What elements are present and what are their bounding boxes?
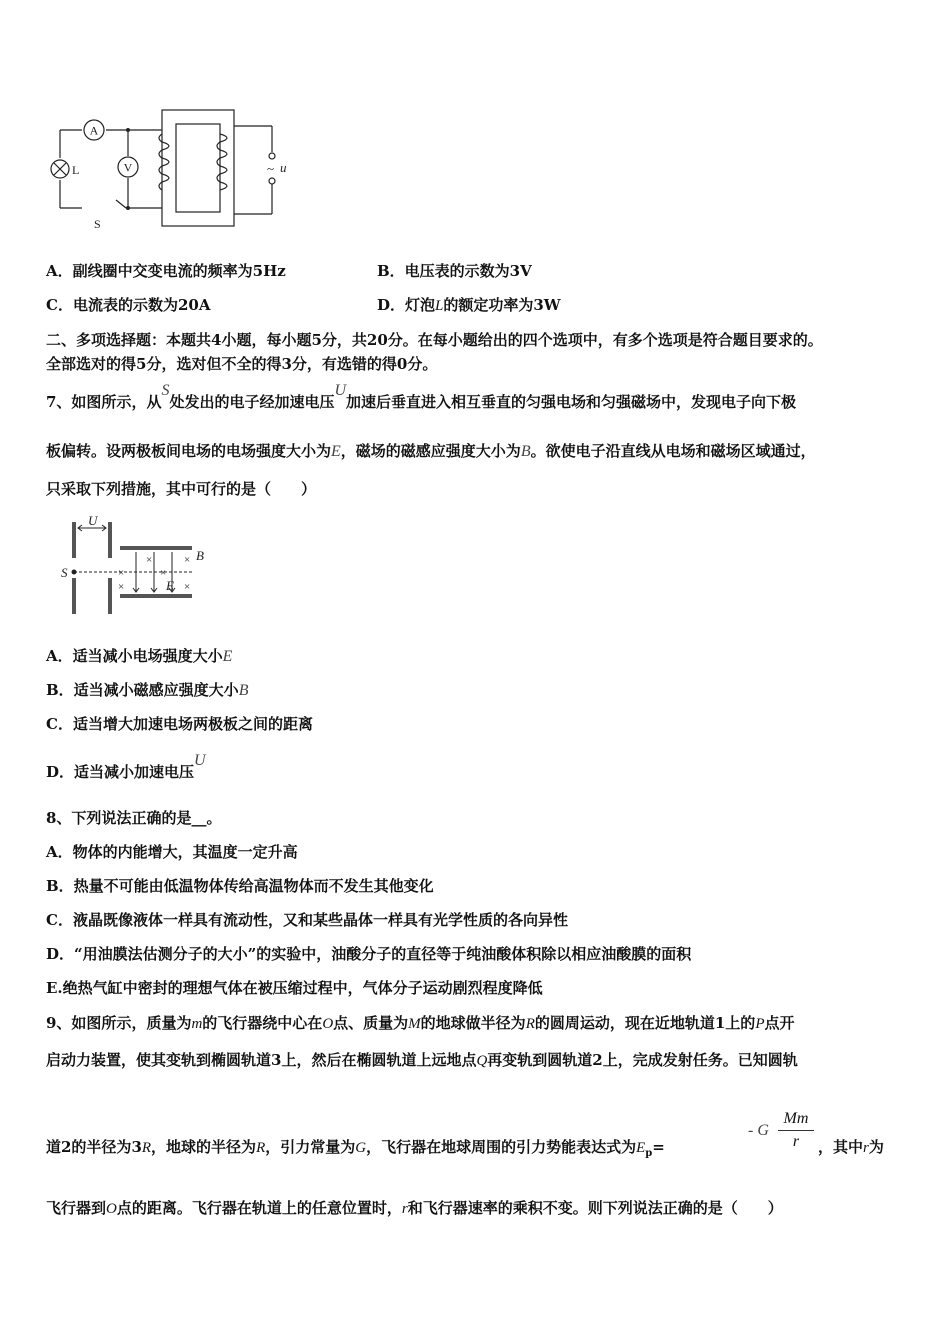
q6-option-b: B．电压表的示数为3V: [377, 262, 532, 280]
source-point: [72, 570, 77, 575]
q7-stem-line3: 只采取下列措施，其中可行的是（ ）: [46, 480, 317, 498]
voltmeter-icon: [118, 157, 138, 177]
q7-option-d: D．适当减小加速电压U: [46, 752, 206, 781]
q7-option-b: B．适当减小磁感应强度大小B: [46, 681, 249, 699]
field-cross: ×: [160, 567, 167, 579]
fig2-label-s: S: [61, 565, 68, 580]
field-cross: ×: [184, 554, 191, 566]
fig2-label-u: U: [88, 513, 98, 528]
q9-stem-line4: 飞行器到O点的距离。飞行器在轨道上的任意位置时，r和飞行器速率的乘积不变。则下列说法正确的是（ ）: [46, 1199, 783, 1217]
q9-stem-line3: 道2的半径为3R，地球的半径为R，引力常量为G，飞行器在地球周围的引力势能表达式为$E_p=$: [46, 1138, 665, 1159]
q8-option-e: E.绝热气缸中密封的理想气体在被压缩过程中，气体分子运动剧烈程度降低: [46, 979, 543, 997]
q6-option-c: C．电流表的示数为20A: [46, 296, 211, 314]
q8-stem: 8、下列说法正确的是__。: [46, 809, 222, 827]
fig2-label-e: E: [166, 578, 174, 593]
svg-text:S: S: [94, 217, 101, 231]
velocity-selector-figure: [58, 510, 218, 628]
potential-energy-fraction: Mm r: [778, 1110, 814, 1151]
q6-option-a: A．副线圈中交变电流的频率为5Hz: [46, 262, 286, 280]
q8-option-a: A．物体的内能增大，其温度一定升高: [46, 843, 298, 861]
potential-energy-formula: - G: [748, 1122, 769, 1139]
svg-text:u: u: [280, 160, 287, 175]
ammeter-icon: [84, 120, 104, 140]
field-cross: ×: [184, 581, 191, 593]
svg-text:V: V: [123, 160, 133, 175]
ac-source-icon: [267, 153, 287, 184]
lamp-icon: [51, 160, 79, 178]
svg-text:~: ~: [267, 161, 275, 176]
q9-stem-line1: 9、如图所示，质量为m的飞行器绕中心在O点、质量为M的地球做半径为R的圆周运动，现在近地轨道1上的P点开: [46, 1014, 795, 1032]
svg-text:A: A: [89, 123, 99, 138]
q7-option-c: C．适当增大加速电场两极板之间的距离: [46, 715, 313, 733]
q6-option-d: D．灯泡L的额定功率为3W: [377, 296, 561, 314]
field-cross: ×: [118, 567, 125, 579]
q8-option-d: D．“用油膜法估测分子的大小”的实验中，油酸分子的直径等于纯油酸体积除以相应油酸膜的面积: [46, 945, 692, 963]
field-cross: ×: [118, 581, 125, 593]
q8-option-b: B．热量不可能由低温物体传给高温物体而不发生其他变化: [46, 877, 434, 895]
section-heading-line1: 二、多项选择题：本题共4小题，每小题5分，共20分。在每小题给出的四个选项中，有多个选项是符合题目要求的。: [46, 331, 823, 349]
q7-stem-line2: 板偏转。设两极板间电场的电场强度大小为E，磁场的磁感应强度大小为B。欲使电子沿直线从电场和磁场区域通过，: [46, 442, 816, 460]
transformer-circuit-figure: [44, 104, 304, 234]
q7-option-a: A．适当减小电场强度大小E: [46, 647, 233, 665]
q9-stem-line2: 启动力装置，使其变轨到椭圆轨道3上，然后在椭圆轨道上远地点Q再变轨到圆轨道2上，完成发射任务。已知圆轨: [46, 1051, 798, 1069]
switch-icon: [94, 128, 130, 231]
field-cross: ×: [146, 554, 153, 566]
q8-option-c: C．液晶既像液体一样具有流动性，又和某些晶体一样具有光学性质的各向异性: [46, 911, 568, 929]
q9-stem-line3-tail: ，其中r为: [818, 1138, 884, 1156]
section-heading-line2: 全部选对的得5分，选对但不全的得3分，有选错的得0分。: [46, 355, 438, 373]
svg-text:L: L: [72, 163, 80, 177]
fig2-label-b: B: [196, 548, 204, 563]
q7-stem-line1: 7、如图所示，从S处发出的电子经加速电压U加速后垂直进入相互垂直的匀强电场和匀强磁场中，发现电子向下极: [46, 382, 797, 411]
